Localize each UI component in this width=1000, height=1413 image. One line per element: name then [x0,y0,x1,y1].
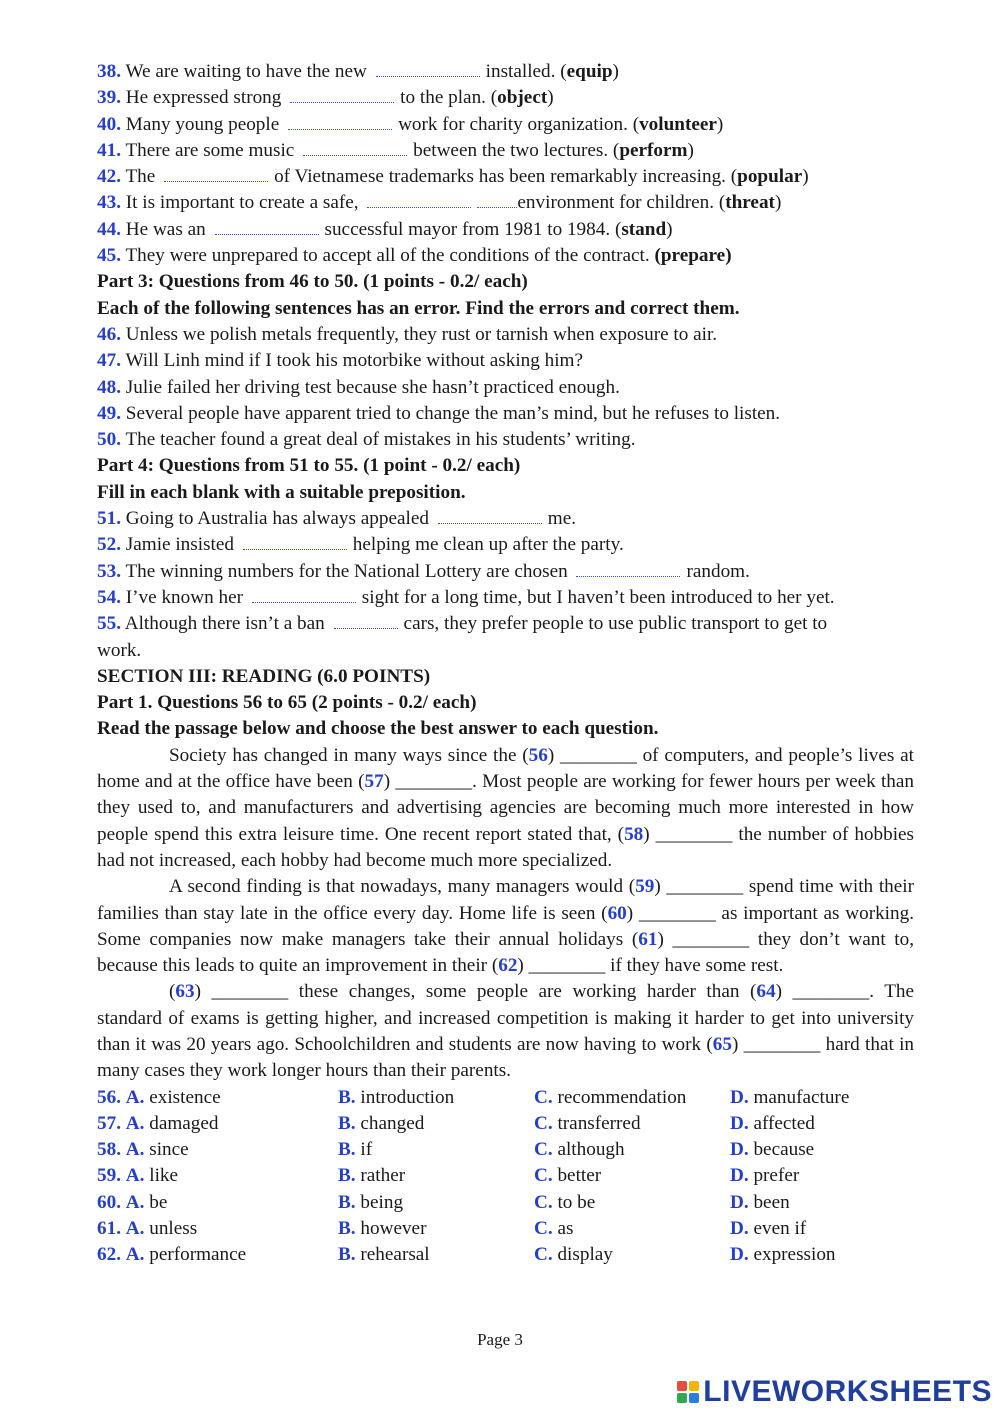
blank-56[interactable]: ________ [560,744,637,766]
word-formation-list [97,59,914,269]
question-39: 39. He expressed strong to the plan. (object) [97,87,554,109]
option-61-c[interactable]: C. as [534,1218,574,1240]
answer-blank[interactable] [290,101,394,103]
preposition-list [97,506,914,664]
worksheet-page [97,59,914,1269]
part4-instruction: Fill in each blank with a suitable preposition. [97,481,466,503]
question-43: 43. It is important to create a safe, environment for children. (threat) [97,192,782,214]
option-60-d[interactable]: D. been [730,1191,790,1213]
reading-part1-heading: Part 1. Questions 56 to 65 (2 points - 0.2/ each) [97,692,477,714]
answer-blank[interactable] [438,522,542,524]
option-59-a[interactable]: 59. A. like [97,1165,179,1187]
answer-blank[interactable] [334,627,398,629]
option-56-c[interactable]: C. recommendation [534,1086,687,1108]
blank-65[interactable]: ________ [743,1033,821,1055]
option-58-a[interactable]: 58. A. since [97,1139,189,1161]
question-42: 42. The of Vietnamese trademarks has been remarkably increasing. (popular) [97,166,809,188]
question-49: 49. Several people have apparent tried to change the man’s mind, but he refuses to listen. [97,402,781,424]
question-55-continued: work. [97,639,142,661]
option-61-a[interactable]: 61. A. unless [97,1218,198,1240]
option-58-b[interactable]: B. if [338,1139,373,1161]
logo-text: LIVEWORKSHEETS [703,1375,992,1408]
question-45: 45. They were unprepared to accept all of the conditions of the contract. (prepare) [97,245,732,267]
reading-paragraph-2: A second finding is that nowadays, many managers would (59) ________ spend time with their families than stay late in the office every day. Home life is seen (60) ________ as important as working. Some companies now make managers take their annual holidays (61) ________ they don’t want to, because this leads to quite an improvement in their (62) ________ if they have some rest. [97,876,915,977]
answer-options [97,1085,914,1269]
option-59-b[interactable]: B. rather [338,1165,406,1187]
option-62-a[interactable]: 62. A. performance [97,1244,247,1266]
option-62-b[interactable]: B. rehearsal [338,1244,430,1266]
question-55: 55. Although there isn’t a ban cars, they prefer people to use public transport to get to [97,613,828,635]
blank-64[interactable]: ________ [792,981,870,1003]
question-51: 51. Going to Australia has always appealed me. [97,508,577,530]
option-56-b[interactable]: B. introduction [338,1086,455,1108]
blank-60[interactable]: ________ [638,902,716,924]
answer-blank[interactable] [164,180,268,182]
answer-blank[interactable] [367,206,471,208]
answer-blank[interactable] [303,154,407,156]
option-60-b[interactable]: B. being [338,1191,404,1213]
answer-blank[interactable] [215,233,319,235]
blank-61[interactable]: ________ [672,928,750,950]
question-46: 46. Unless we polish metals frequently, they rust or tarnish when exposure to air. [97,323,718,345]
option-56-a[interactable]: 56. A. existence [97,1086,221,1108]
blank-58[interactable]: ________ [655,823,733,845]
option-61-b[interactable]: B. however [338,1218,427,1240]
answer-blank-extension[interactable] [477,206,517,208]
option-57-a[interactable]: 57. A. damaged [97,1112,219,1134]
option-57-c[interactable]: C. transferred [534,1112,641,1134]
blank-57[interactable]: ________ [395,771,473,793]
page-number: Page 3 [477,1330,523,1349]
part3-heading: Part 3: Questions from 46 to 50. (1 points - 0.2/ each) [97,271,528,293]
liveworksheets-logo-icon [677,1381,699,1403]
question-41: 41. There are some music between the two lectures. (perform) [97,139,694,161]
question-50: 50. The teacher found a great deal of mistakes in his students’ writing. [97,429,636,451]
answer-blank[interactable] [576,575,680,577]
option-62-c[interactable]: C. display [534,1244,613,1266]
question-47: 47. Will Linh mind if I took his motorbike without asking him? [97,350,583,372]
answer-blank[interactable] [243,548,347,550]
question-40: 40. Many young people work for charity organization. (volunteer) [97,113,724,135]
question-54: 54. I’ve known her sight for a long time, but I haven’t been introduced to her yet. [97,586,835,608]
option-58-c[interactable]: C. although [534,1139,625,1161]
option-57-d[interactable]: D. affected [730,1112,815,1134]
option-60-a[interactable]: 60. A. be [97,1191,168,1213]
question-48: 48. Julie failed her driving test because she hasn’t practiced enough. [97,376,620,398]
error-correction-list [97,322,914,453]
blank-59[interactable]: ________ [666,876,744,898]
option-57-b[interactable]: B. changed [338,1112,425,1134]
part4-heading: Part 4: Questions from 51 to 55. (1 point - 0.2/ each) [97,455,521,477]
reading-paragraph-3: (63) ________ these changes, some people are working harder than (64) ________. The standard of exams is getting higher, and increased competition is making it harder to get into university than it was 20 years ago. Schoolchildren and students are now having to work (65) ________ hard that in many cases they work longer hours than their parents. [97,981,915,1082]
option-62-d[interactable]: D. expression [730,1244,836,1266]
liveworksheets-logo[interactable] [677,1376,992,1408]
answer-blank[interactable] [252,601,356,603]
answer-blank[interactable] [288,128,392,130]
option-56-d[interactable]: D. manufacture [730,1086,850,1108]
part3-instruction: Each of the following sentences has an error. Find the errors and correct them. [97,297,740,319]
question-53: 53. The winning numbers for the National Lottery are chosen random. [97,560,750,582]
reading-paragraph-1: Society has changed in many ways since the (56) ________ of computers, and people’s lives at home and at the office have been (57) ________. Most people are working for fewer hours per week than they used to, and manufacturers and advertising agencies are becoming much more interested in how people spend this extra leisure time. One recent report stated that, (58) ________ the number of hobbies had not increased, each hobby had become much more specialized. [97,744,915,871]
answer-blank[interactable] [376,75,480,77]
blank-62[interactable]: ________ [528,955,606,977]
question-52: 52. Jamie insisted helping me clean up after the party. [97,534,624,556]
reading-part1-instruction: Read the passage below and choose the best answer to each question. [97,718,659,740]
option-58-d[interactable]: D. because [730,1139,815,1161]
question-38: 38. We are waiting to have the new installed. (equip) [97,61,619,82]
option-60-c[interactable]: C. to be [534,1191,596,1213]
option-59-c[interactable]: C. better [534,1165,602,1187]
question-44: 44. He was an successful mayor from 1981 to 1984. (stand) [97,218,673,240]
section3-heading: SECTION III: READING (6.0 POINTS) [97,665,431,687]
blank-63[interactable]: ________ [211,981,289,1003]
option-59-d[interactable]: D. prefer [730,1165,800,1187]
option-61-d[interactable]: D. even if [730,1218,807,1240]
